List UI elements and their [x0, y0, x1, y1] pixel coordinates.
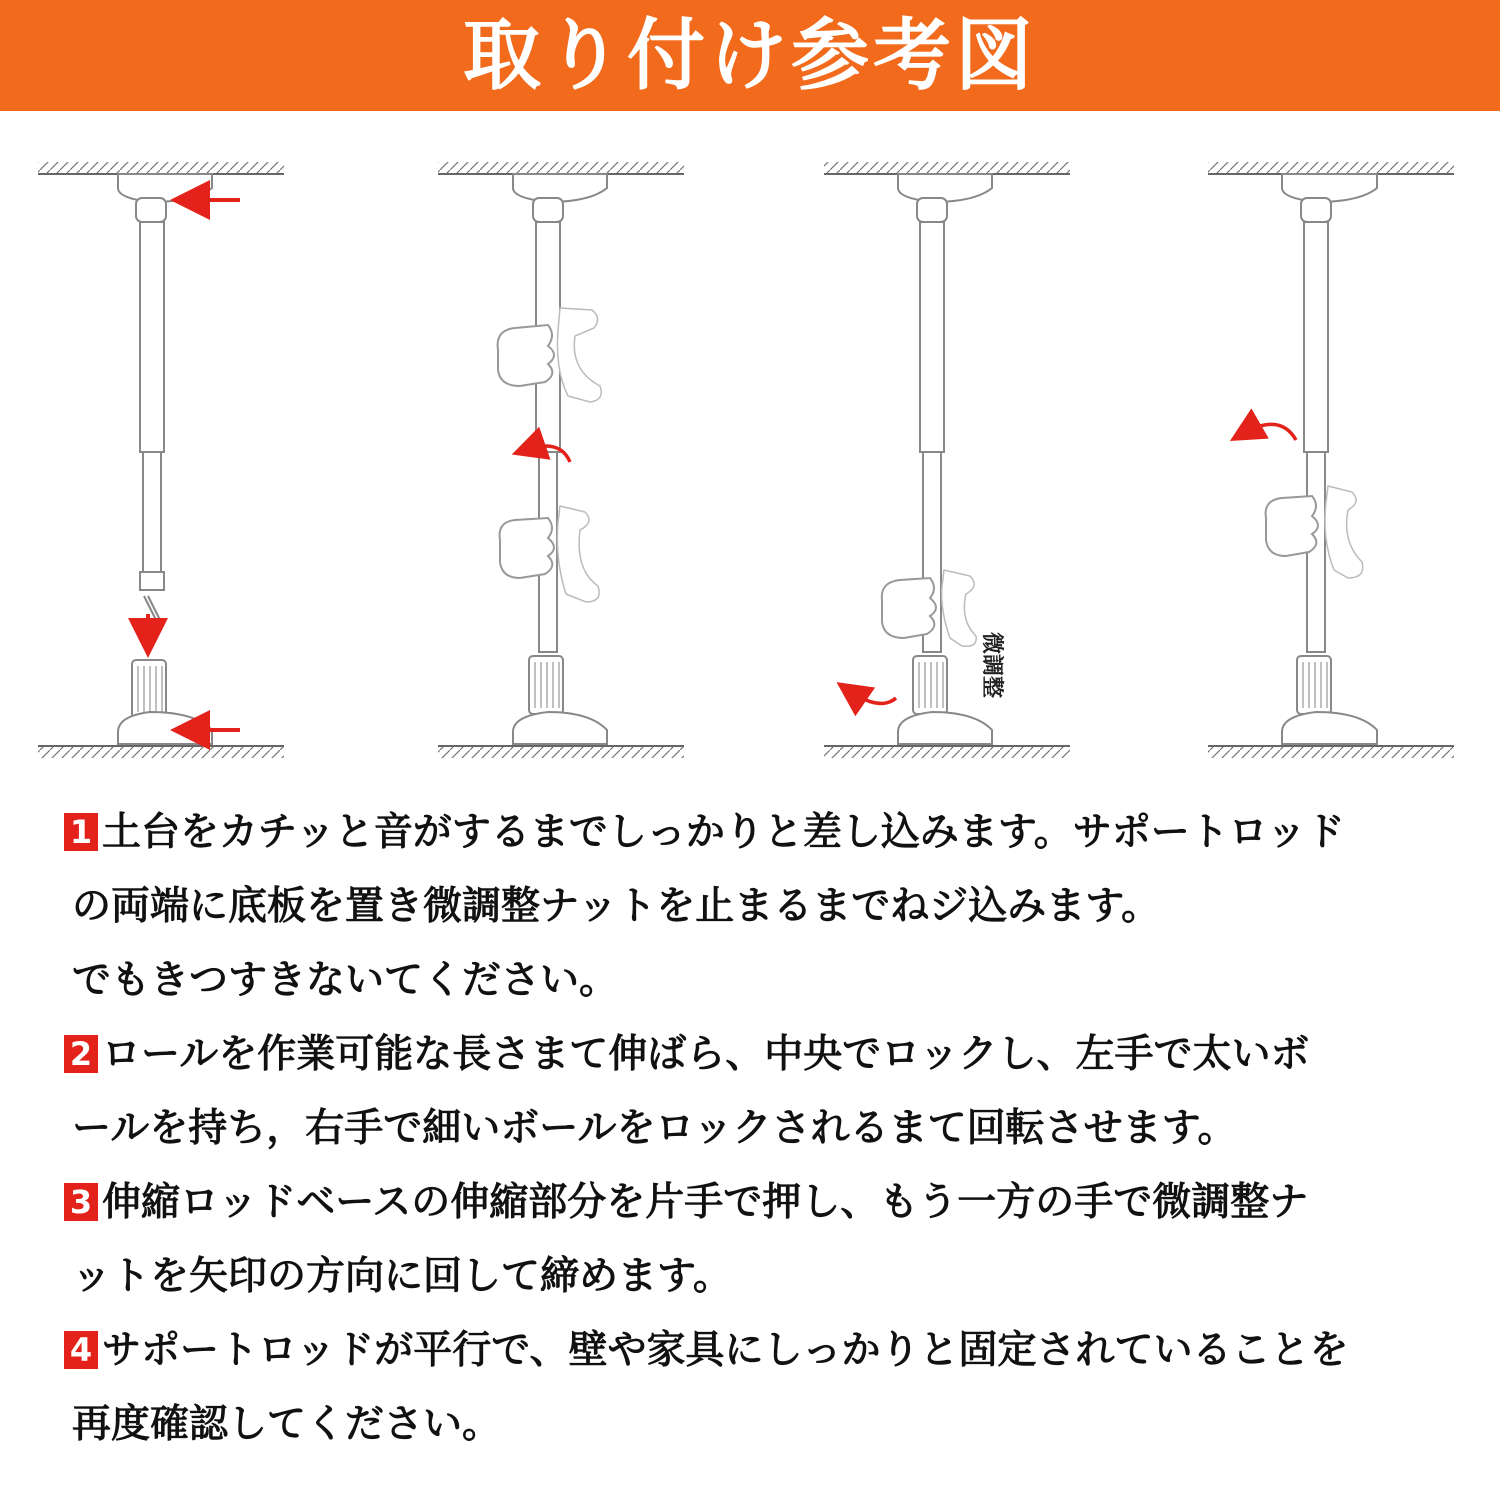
step-number-badge: 4 [64, 1331, 98, 1369]
instruction-text: ットを矢印の方向に回して締めます。 [72, 1254, 732, 1299]
step-number-badge: 3 [64, 1183, 98, 1221]
instruction-step-4 [60, 1314, 1460, 1462]
instruction-text: でもきつすきないてください。 [72, 958, 619, 1003]
instruction-text: ールを持ち，右手で細いボールをロックされるまて回転させます。 [72, 1106, 1237, 1151]
diagram-step-3 [824, 162, 1070, 758]
header-banner [0, 0, 1500, 111]
instruction-text: 再度確認してください。 [72, 1402, 502, 1447]
diagram-step-4 [1208, 162, 1454, 758]
side-label: 微調整 [979, 632, 1004, 699]
diagram-step-2 [438, 162, 684, 758]
instruction-list [60, 796, 1460, 1462]
instruction-text: 伸縮ロッドベースの伸縮部分を片手で押し、もう一方の手で微調整ナ [102, 1180, 1309, 1225]
page-title: 取り付け参考図 [462, 10, 1037, 101]
instruction-step-1 [60, 796, 1460, 1018]
instruction-text: 土台をカチッと音がするまでしっかりと差し込みます。サポートロッド [102, 810, 1345, 855]
step-number-badge: 1 [64, 813, 98, 851]
diagram-step-1 [38, 162, 284, 758]
step-number-badge: 2 [64, 1035, 98, 1073]
instruction-step-2 [60, 1018, 1460, 1166]
instruction-text: の両端に底板を置き微調整ナットを止まるまでねジ込みます。 [72, 884, 1161, 929]
instruction-step-3 [60, 1166, 1460, 1314]
instruction-text: ロールを作業可能な長さまて伸ばら、中央でロックし、左手で太いボ [102, 1032, 1310, 1077]
instruction-text: サポートロッドが平行で、壁や家具にしっかりと固定されていることを [102, 1328, 1349, 1373]
installation-diagram [0, 150, 1500, 770]
